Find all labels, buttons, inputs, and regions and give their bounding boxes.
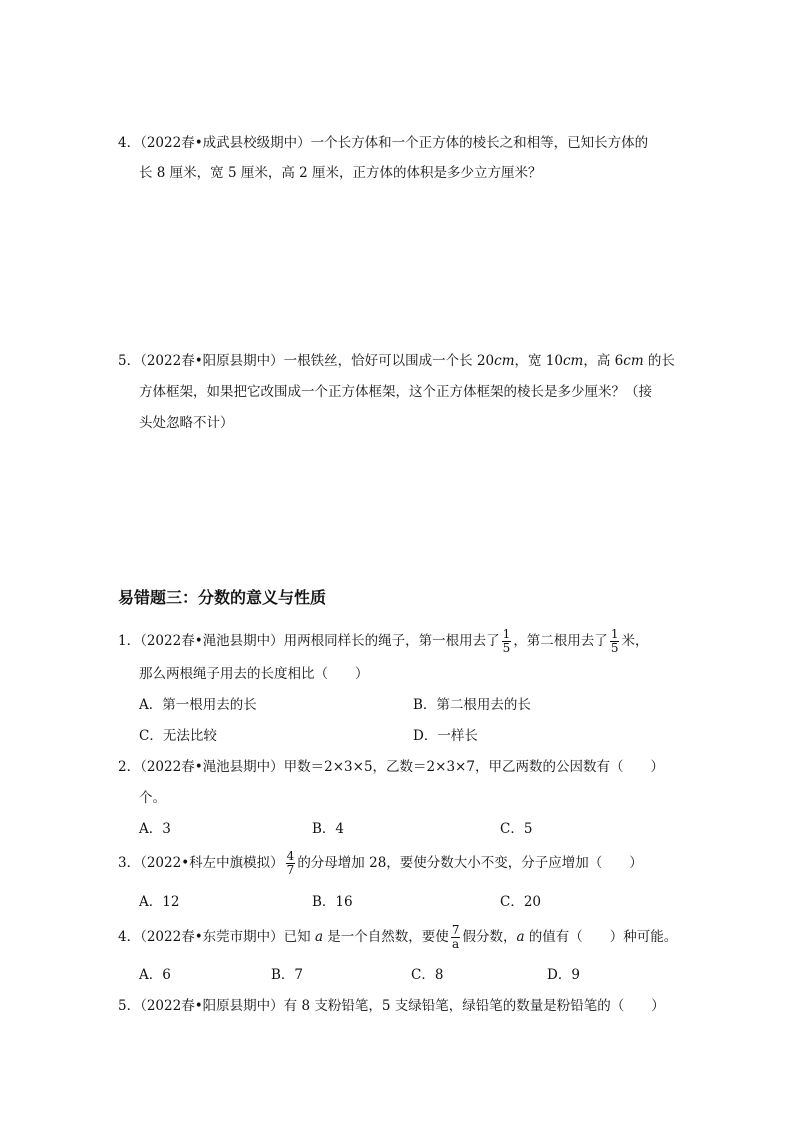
mc4-frac-num: 7 bbox=[451, 923, 460, 937]
q4-line1: 4．（2022春•成武县校级期中）一个长方体和一个正方体的棱长之和相等，已知长方体的 bbox=[118, 135, 649, 151]
q5-unit1: cm bbox=[494, 353, 515, 369]
q4-line2: 长 8 厘米，宽 5 厘米，高 2 厘米，正方体的体积是多少立方厘米？ bbox=[139, 165, 542, 181]
q5-unit3: cm bbox=[623, 353, 644, 369]
mc2-option-b: B．4 bbox=[312, 821, 345, 837]
mc1-frac2-den: 5 bbox=[610, 641, 619, 655]
mc4-option-c: C．8 bbox=[411, 967, 444, 983]
mc4-mid2: 假分数， bbox=[462, 929, 517, 945]
mc4-pre: 4．（2022春•东莞市期中）已知 bbox=[118, 929, 315, 945]
mc1-post: 米， bbox=[621, 633, 649, 649]
mc3-option-b: B．16 bbox=[312, 894, 353, 910]
q5-line1-pre: 5．（2022春•阳原县期中）一根铁丝，恰好可以围成一个长 20 bbox=[118, 353, 495, 369]
mc1-mid: ，第二根用去了 bbox=[513, 633, 608, 649]
mc4-fraction bbox=[451, 924, 461, 951]
mc3-post: 的分母增加 28，要使分数大小不变，分子应增加（ ） bbox=[297, 855, 643, 871]
mc4-var: a bbox=[314, 929, 324, 945]
mc4-frac-den: a bbox=[452, 937, 460, 951]
mc3-line1 bbox=[118, 848, 643, 878]
mc4-option-d: D．9 bbox=[547, 967, 580, 983]
section-title: 易错题三：分数的意义与性质 bbox=[118, 588, 327, 607]
mc2-line1: 2．（2022春•渑池县期中）甲数＝2×3×5，乙数＝2×3×7，甲乙两数的公因数有（ ） bbox=[118, 759, 664, 775]
mc4-line1 bbox=[118, 922, 677, 952]
mc1-fraction-1 bbox=[502, 628, 512, 655]
q5-line2: 方体框架，如果把它改围成一个正方体框架，这个正方体框架的棱长是多少厘米？（接 bbox=[139, 384, 652, 400]
mc1-option-b: B．第二根用去的长 bbox=[413, 697, 531, 713]
q5-line1-mid2: ，高 6 bbox=[583, 353, 624, 369]
mc1-frac1-num: 1 bbox=[502, 627, 511, 641]
mc4-post: 的值有（ ）种可能。 bbox=[524, 929, 678, 945]
mc4-option-a: A．6 bbox=[139, 967, 171, 983]
q5-line1 bbox=[118, 351, 675, 371]
mc3-option-c: C．20 bbox=[500, 894, 542, 910]
mc1-frac1-den: 5 bbox=[502, 641, 511, 655]
mc3-option-a: A．12 bbox=[139, 894, 180, 910]
mc1-line1 bbox=[118, 626, 648, 656]
mc1-fraction-2 bbox=[610, 628, 620, 655]
q5-line1-mid1: ，宽 10 bbox=[514, 353, 563, 369]
mc1-pre: 1．（2022春•渑池县期中）用两根同样长的绳子，第一根用去了 bbox=[118, 633, 500, 649]
mc5-line1: 5．（2022春•阳原县期中）有 8 支粉铅笔，5 支绿铅笔，绿铅笔的数量是粉铅笔的（ ） bbox=[118, 998, 665, 1014]
mc1-frac2-num: 1 bbox=[610, 627, 619, 641]
mc4-var2: a bbox=[516, 929, 525, 945]
mc2-option-a: A．3 bbox=[139, 821, 171, 837]
mc3-frac-den: 7 bbox=[286, 863, 295, 877]
mc1-line2: 那么两根绳子用去的长度相比（ ） bbox=[139, 666, 369, 682]
mc3-pre: 3．（2022•科左中旗模拟） bbox=[118, 855, 284, 871]
mc1-option-c: C．无法比较 bbox=[139, 728, 217, 744]
q5-line1-post: 的长 bbox=[643, 353, 675, 369]
mc2-option-c: C．5 bbox=[500, 821, 533, 837]
mc3-frac-num: 4 bbox=[286, 849, 295, 863]
q5-line3: 头处忽略不计） bbox=[139, 415, 234, 431]
mc1-option-a: A．第一根用去的长 bbox=[139, 697, 257, 713]
mc4-mid: 是一个自然数，要使 bbox=[323, 929, 449, 945]
mc2-line2: 个。 bbox=[139, 790, 166, 806]
mc4-option-b: B．7 bbox=[271, 967, 304, 983]
q5-unit2: cm bbox=[563, 353, 584, 369]
mc3-fraction bbox=[286, 850, 296, 877]
mc1-option-d: D．一样长 bbox=[413, 728, 478, 744]
